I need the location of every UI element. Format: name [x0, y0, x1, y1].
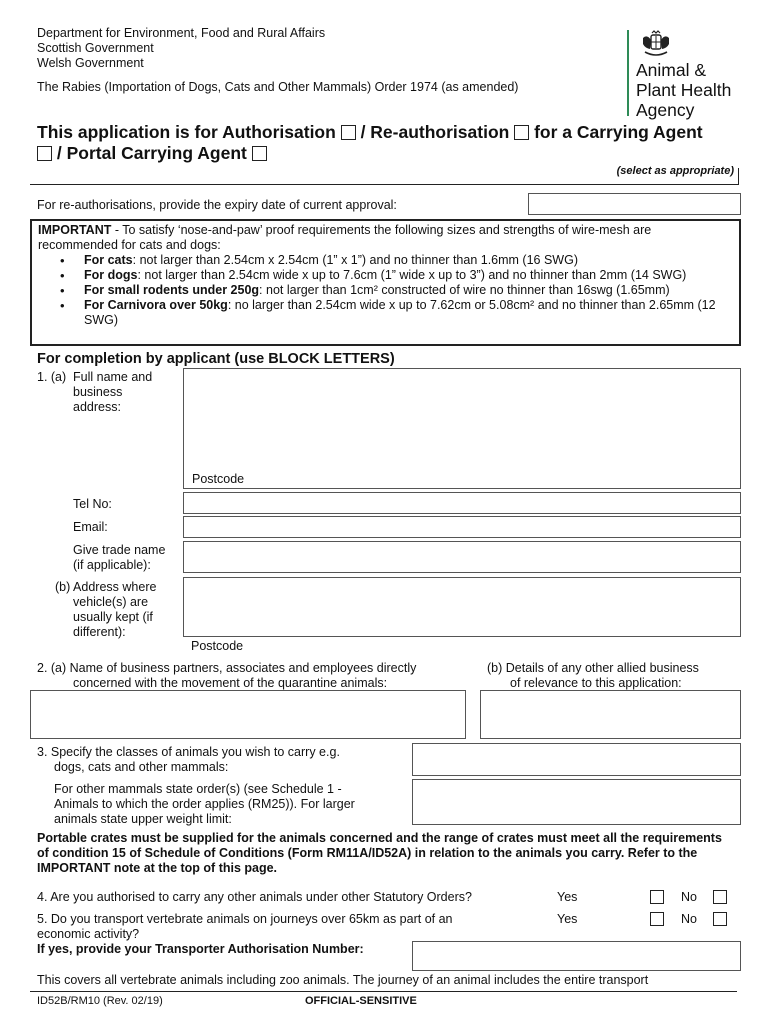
header-departments [37, 26, 557, 71]
q5-yes-label: Yes [557, 912, 578, 926]
email-label: Email: [73, 520, 108, 534]
important-text [38, 223, 728, 253]
carrying-agent-checkbox[interactable] [37, 146, 52, 161]
agency-line: Plant Health [636, 80, 732, 100]
expiry-date-input[interactable] [528, 193, 741, 215]
q1a-number: 1. (a) [37, 370, 67, 384]
portal-sep: / [56, 143, 62, 163]
tel-input[interactable] [183, 492, 741, 514]
authorisation-checkbox[interactable] [341, 125, 356, 140]
list-item: • For dogs: not larger than 2.54cm wide x up to 7.6cm (1” wide x up to 3”) and no thinner than 2mm (14 SWG) [38, 268, 728, 283]
q5-no-label: No [681, 912, 697, 926]
divider [30, 184, 739, 185]
department-line: Scottish Government [37, 41, 154, 55]
vehicle-address-input[interactable] [183, 577, 741, 637]
q2b-label: (b) Details of any other allied business of relevance to this application: [487, 661, 699, 690]
divider [738, 168, 739, 185]
q5-label: 5. Do you transport vertebrate animals on journeys over 65km as part of an economic activity? [37, 912, 453, 941]
list-item: • For cats: not larger than 2.54cm x 2.54cm (1” x 1”) and no thinner than 1.6mm (16 SWG) [38, 253, 728, 268]
agency-line: Animal & [636, 60, 707, 80]
expiry-label: For re-authorisations, provide the expiry date of current approval: [37, 198, 397, 212]
department-line: Department for Environment, Food and Rural Affairs [37, 26, 326, 40]
other-mammals-input[interactable] [412, 779, 741, 825]
q2a-label: 2. (a) Name of business partners, associates and employees directly concerned with the movement of the quarantine animals: [37, 661, 417, 690]
important-lead: IMPORTANT [38, 223, 112, 237]
q4-yes-label: Yes [557, 890, 578, 904]
q4-label: 4. Are you authorised to carry any other animals under other Statutory Orders? [37, 890, 472, 904]
q3-other-label: For other mammals state order(s) (see Schedule 1 - Animals to which the order applies (RM25)). For larger animals state upper weight limit: [54, 782, 355, 826]
covers-text: This covers all vertebrate animals including zoo animals. The journey of an animal includes the entire transport [37, 973, 649, 987]
application-type-line2 [37, 142, 267, 164]
q1a-label: Full name and business address: [73, 370, 153, 414]
footer-rule [30, 991, 737, 992]
department-line: Welsh Government [37, 56, 144, 70]
list-item: • For small rodents under 250g: not larger than 1cm² constructed of wire no thinner than 16swg (1.65mm) [38, 283, 728, 298]
select-note: (select as appropriate) [616, 165, 734, 177]
application-type-line1 [37, 121, 747, 143]
q4-yes-checkbox[interactable] [650, 890, 664, 904]
carrying-agent-label: for a Carrying Agent [534, 122, 703, 142]
allied-business-input[interactable] [480, 690, 741, 739]
tel-label: Tel No: [73, 497, 112, 511]
q3-label: 3. Specify the classes of animals you wish to carry e.g. dogs, cats and other mammals: [37, 745, 340, 774]
logo-rule [627, 30, 629, 116]
full-name-address-input[interactable] [183, 368, 741, 489]
portal-carrying-agent-checkbox[interactable] [252, 146, 267, 161]
q5-authorisation-label: If yes, provide your Transporter Authorisation Number: [37, 942, 364, 956]
crates-note: Portable crates must be supplied for the animals concerned and the range of crates must meet all the requirements of condition 15 of Schedule of Conditions (Form RM11A/ID52A) in relation to the animals you carry. Refer to the IMPORTANT note at the top of this page. [37, 831, 722, 875]
order-title: The Rabies (Importation of Dogs, Cats and Other Mammals) Order 1974 (as amended) [37, 80, 519, 94]
q5-yes-checkbox[interactable] [650, 912, 664, 926]
list-item: • For Carnivora over 50kg: no larger than 2.54cm wide x up to 7.62cm or 5.08cm² and no thinner than 2.65mm (12 SWG) [38, 298, 728, 328]
q4-no-checkbox[interactable] [713, 890, 727, 904]
q1b-label: (b) Address where vehicle(s) are usually kept (if different): [55, 580, 157, 639]
postcode-label-b: Postcode [191, 639, 244, 653]
reauthorisation-checkbox[interactable] [514, 125, 529, 140]
q5-no-checkbox[interactable] [713, 912, 727, 926]
business-partners-input[interactable] [30, 690, 466, 739]
form-code: ID52B/RM10 (Rev. 02/19) [37, 995, 163, 1007]
trade-name-label: Give trade name (if applicable): [73, 543, 166, 572]
postcode-label: Postcode [192, 472, 245, 486]
agency-name [636, 60, 731, 120]
royal-crest-icon [638, 30, 674, 58]
trade-name-input[interactable] [183, 541, 741, 573]
portal-carrying-agent-label: Portal Carrying Agent [66, 143, 247, 163]
classification: OFFICIAL-SENSITIVE [305, 995, 417, 1007]
q4-no-label: No [681, 890, 697, 904]
reauthorisation-label: / Re-authorisation [360, 122, 510, 142]
transporter-authorisation-input[interactable] [412, 941, 741, 971]
mesh-requirements-list [38, 253, 728, 328]
completion-heading: For completion by applicant (use BLOCK LETTERS) [37, 351, 395, 367]
authorisation-label: This application is for Authorisation [37, 122, 336, 142]
agency-line: Agency [636, 100, 695, 120]
email-input[interactable] [183, 516, 741, 538]
animal-classes-input[interactable] [412, 743, 741, 776]
important-notice [30, 219, 741, 346]
important-body: - To satisfy ‘nose-and-paw’ proof requirements the following sizes and strengths of wire-mesh are recommended for cats and dogs: [38, 223, 652, 252]
